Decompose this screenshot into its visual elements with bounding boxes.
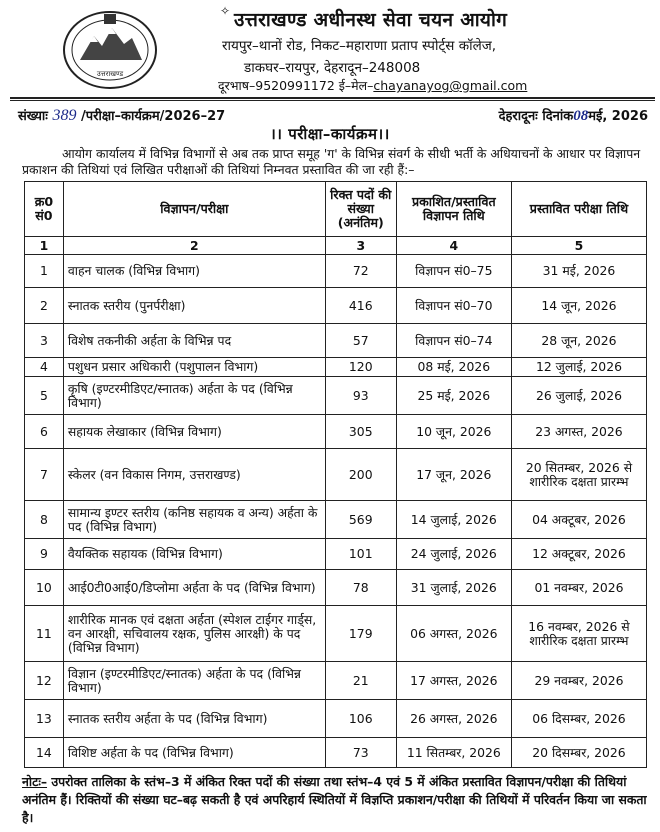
cell-ad-date: विज्ञापन सं0–74 [396, 324, 511, 358]
table-row [25, 700, 647, 738]
cell-ad-date: 14 जुलाई, 2026 [396, 501, 511, 539]
cell-vacancies: 72 [325, 255, 396, 288]
cell-exam: विशिष्ट अर्हता के पद (विभिन्न विभाग) [63, 738, 325, 768]
column-number: 3 [325, 237, 396, 255]
cell-vacancies: 179 [325, 606, 396, 662]
organization-name: ✧ उत्तराखण्ड अधीनस्थ सेवा चयन आयोग [220, 4, 508, 31]
cell-ad-date: 06 अगस्त, 2026 [396, 606, 511, 662]
cell-vacancies: 569 [325, 501, 396, 539]
footnote-text: उपरोक्त तालिका के स्तंभ–3 में अंकित रिक्त पदों की संख्या तथा स्तंभ–4 एवं 5 में अंकित प्रस्तावित विज्ञापन/परीक्षा की तिथियां अनंतिम हैं। रिक्तियों की संख्या घट–बढ़ सकती है एवं अपरिहार्य स्थितियों में विज्ञप्ति प्रकाशन/परीक्षा की तिथियों में परिवर्तन किया जा सकता है। [22, 774, 647, 825]
table-row [25, 358, 647, 377]
cell-exam: पशुधन प्रसार अधिकारी (पशुपालन विभाग) [63, 358, 325, 377]
table-row [25, 449, 647, 501]
cell-serial: 10 [25, 570, 64, 606]
cell-vacancies: 416 [325, 288, 396, 324]
table-row [25, 738, 647, 768]
svg-text:उत्तराखण्ड: उत्तराखण्ड [96, 70, 124, 78]
cell-exam-date: 14 जून, 2026 [511, 288, 646, 324]
cell-vacancies: 78 [325, 570, 396, 606]
table-row [25, 415, 647, 449]
table-row [25, 606, 647, 662]
col-header-exam: विज्ञापन/परीक्षा [63, 182, 325, 237]
phone: दूरभाष–9520991172 [218, 78, 335, 93]
letterhead [0, 0, 660, 100]
cell-serial: 1 [25, 255, 64, 288]
email-label: ई–मेल– [338, 78, 374, 93]
col-header-exam-date: प्रस्तावित परीक्षा तिथि [511, 182, 646, 237]
cell-ad-date: 08 मई, 2026 [396, 358, 511, 377]
cell-exam-date: 23 अगस्त, 2026 [511, 415, 646, 449]
reference-label: संख्याः [18, 109, 48, 124]
header-divider [10, 97, 655, 99]
cell-exam: वाहन चालक (विभिन्न विभाग) [63, 255, 325, 288]
cell-vacancies: 101 [325, 539, 396, 570]
email-link[interactable]: chayanayog@gmail.com [373, 78, 528, 93]
intro-paragraph: आयोग कार्यालय में विभिन्न विभागों से अब तक प्राप्त समूह 'ग' के विभिन्न संवर्ग के सीधी भर्ती के अधियाचनों के आधार पर विज्ञापन प्रकाशन की तिथियां एवं लिखित परीक्षाओं की तिथियां निम्नवत प्रस्तावित की जा रही हैं:– [22, 146, 641, 177]
table-row [25, 255, 647, 288]
cell-exam-date: 01 नवम्बर, 2026 [511, 570, 646, 606]
cell-exam-date: 12 अक्टूबर, 2026 [511, 539, 646, 570]
cell-vacancies: 73 [325, 738, 396, 768]
cell-exam-date: 04 अक्टूबर, 2026 [511, 501, 646, 539]
cell-vacancies: 106 [325, 700, 396, 738]
cell-ad-date: विज्ञापन सं0–70 [396, 288, 511, 324]
cell-ad-date: 24 जुलाई, 2026 [396, 539, 511, 570]
cell-exam: कृषि (इण्टरमीडिएट/स्नातक) अर्हता के पद (विभिन्न विभाग) [63, 377, 325, 415]
exam-schedule-table [24, 181, 647, 768]
table-row [25, 662, 647, 700]
column-number: 5 [511, 237, 646, 255]
reference-number: 389 [52, 107, 77, 124]
column-number: 1 [25, 237, 64, 255]
cell-serial: 3 [25, 324, 64, 358]
cell-ad-date: 10 जून, 2026 [396, 415, 511, 449]
cell-vacancies: 120 [325, 358, 396, 377]
cell-exam-date: 16 नवम्बर, 2026 से शारीरिक दक्षता प्रारम्भ [511, 606, 646, 662]
cell-ad-date: विज्ञापन सं0–75 [396, 255, 511, 288]
cell-ad-date: 26 अगस्त, 2026 [396, 700, 511, 738]
cell-ad-date: 31 जुलाई, 2026 [396, 570, 511, 606]
cell-exam-date: 20 दिसम्बर, 2026 [511, 738, 646, 768]
contact-line [218, 77, 527, 94]
header-divider-thin [10, 100, 655, 101]
cell-exam-date: 06 दिसम्बर, 2026 [511, 700, 646, 738]
cell-exam: शारीरिक मानक एवं दक्षता अर्हता (स्पेशल टाईगर गार्ड्स, वन आरक्षी, सचिवालय रक्षक, पुलिस आरक्षी) के पद (विभिन्न विभाग) [63, 606, 325, 662]
table-row [25, 288, 647, 324]
cell-serial: 4 [25, 358, 64, 377]
table-row [25, 324, 647, 358]
table-row [25, 377, 647, 415]
cell-exam: विज्ञान (इण्टरमीडिएट/स्नातक) अर्हता के पद (विभिन्न विभाग) [63, 662, 325, 700]
cell-exam-date: 20 सितम्बर, 2026 से शारीरिक दक्षता प्रारम्भ [511, 449, 646, 501]
cell-exam-date: 26 जुलाई, 2026 [511, 377, 646, 415]
cell-exam: स्नातक स्तरीय अर्हता के पद (विभिन्न विभाग) [63, 700, 325, 738]
document-heading: ।। परीक्षा–कार्यक्रम।। [270, 125, 390, 143]
col-header-serial: क्र0 सं0 [25, 182, 64, 237]
cell-exam: स्केलर (वन विकास निगम, उत्तराखण्ड) [63, 449, 325, 501]
cell-vacancies: 305 [325, 415, 396, 449]
cell-exam: सहायक लेखाकार (विभिन्न विभाग) [63, 415, 325, 449]
cell-serial: 2 [25, 288, 64, 324]
cell-ad-date: 17 अगस्त, 2026 [396, 662, 511, 700]
cell-serial: 5 [25, 377, 64, 415]
cell-serial: 13 [25, 700, 64, 738]
commission-seal-logo [62, 10, 158, 90]
col-header-ad-date: प्रकाशित/प्रस्तावित विज्ञापन तिथि [396, 182, 511, 237]
cell-exam: सामान्य इण्टर स्तरीय (कनिष्ठ सहायक व अन्य) अर्हता के पद (विभिन्न विभाग) [63, 501, 325, 539]
cell-exam: वैयक्तिक सहायक (विभिन्न विभाग) [63, 539, 325, 570]
table-row [25, 501, 647, 539]
cell-serial: 12 [25, 662, 64, 700]
cell-exam-date: 29 नवम्बर, 2026 [511, 662, 646, 700]
cell-serial: 7 [25, 449, 64, 501]
address-line-2: डाकघर–रायपुर, देहरादून–248008 [244, 60, 421, 76]
col-header-vacancies: रिक्त पदों की संख्या (अनंतिम) [325, 182, 396, 237]
reference-line [18, 106, 648, 126]
cell-exam: विशेष तकनीकी अर्हता के विभिन्न पद [63, 324, 325, 358]
date-day: 08 [573, 108, 589, 124]
footnote-label: नोटः– [22, 774, 48, 789]
cell-exam: स्नातक स्तरीय (पुनर्परीक्षा) [63, 288, 325, 324]
footnote [22, 773, 648, 827]
cell-serial: 6 [25, 415, 64, 449]
cell-serial: 14 [25, 738, 64, 768]
table-row [25, 539, 647, 570]
cell-exam-date: 12 जुलाई, 2026 [511, 358, 646, 377]
table-row [25, 570, 647, 606]
reference-subject: /परीक्षा–कार्यक्रम/2026–27 [81, 109, 226, 124]
column-number: 4 [396, 237, 511, 255]
cell-exam-date: 28 जून, 2026 [511, 324, 646, 358]
cell-serial: 9 [25, 539, 64, 570]
address-line-1: रायपुर–थानों रोड, निकट–महाराणा प्रताप स्पोर्ट्स कॉलेज, [222, 38, 497, 54]
cell-vacancies: 21 [325, 662, 396, 700]
column-number: 2 [63, 237, 325, 255]
cell-exam: आई0टी0आई0/डिप्लोमा अर्हता के पद (विभिन्न विभाग) [63, 570, 325, 606]
cell-serial: 8 [25, 501, 64, 539]
column-number-row [25, 237, 647, 255]
cell-serial: 11 [25, 606, 64, 662]
cell-ad-date: 25 मई, 2026 [396, 377, 511, 415]
ornament-icon: ✧ [220, 4, 231, 18]
cell-ad-date: 11 सितम्बर, 2026 [396, 738, 511, 768]
table-header-row [25, 182, 647, 237]
cell-vacancies: 200 [325, 449, 396, 501]
cell-vacancies: 57 [325, 324, 396, 358]
reference-date: देहरादूनः दिनांक08मई, 2026 [498, 108, 648, 124]
cell-ad-date: 17 जून, 2026 [396, 449, 511, 501]
cell-vacancies: 93 [325, 377, 396, 415]
cell-exam-date: 31 मई, 2026 [511, 255, 646, 288]
